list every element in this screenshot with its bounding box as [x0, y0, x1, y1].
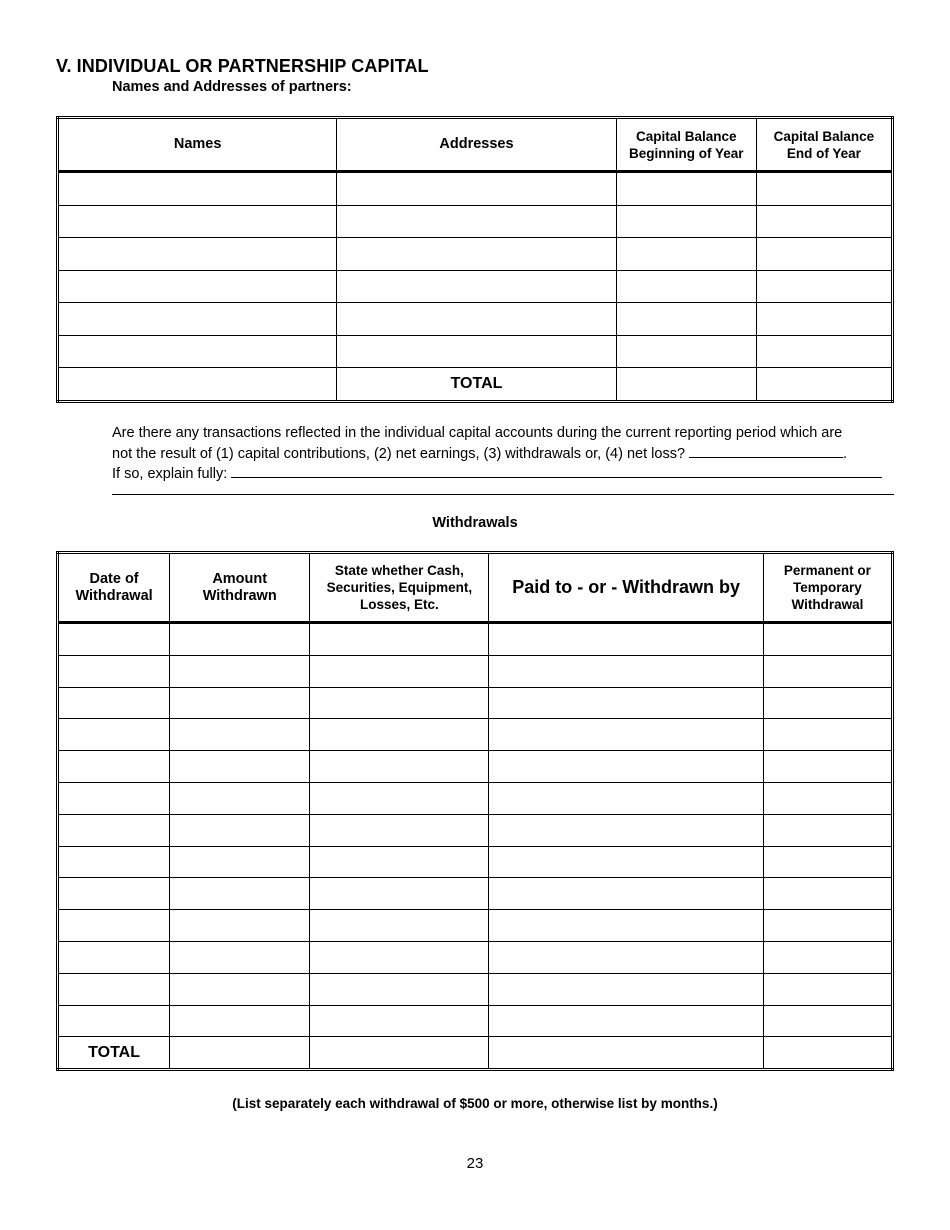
header-state [310, 553, 489, 623]
date-cell[interactable] [58, 1005, 170, 1037]
withdrawal-row [58, 846, 893, 878]
withdrawals-header-row [58, 553, 893, 623]
partner-name-cell[interactable] [58, 335, 337, 368]
partner-name-cell[interactable] [58, 172, 337, 206]
header-state-line3: Losses, Etc. [359, 597, 439, 612]
withdrawal-row [58, 814, 893, 846]
state-cell[interactable] [310, 782, 489, 814]
paid-to-cell[interactable] [489, 846, 763, 878]
capital-begin-cell[interactable] [616, 205, 756, 238]
permanent-cell[interactable] [763, 751, 892, 783]
partner-address-cell[interactable] [337, 335, 616, 368]
date-cell[interactable] [58, 846, 170, 878]
amount-cell[interactable] [170, 814, 310, 846]
permanent-cell[interactable] [763, 941, 892, 973]
state-cell[interactable] [310, 910, 489, 942]
state-cell[interactable] [310, 846, 489, 878]
date-cell[interactable] [58, 655, 170, 687]
capital-end-cell[interactable] [756, 238, 892, 271]
permanent-cell[interactable] [763, 1005, 892, 1037]
header-date-line1: Date of [89, 570, 139, 587]
state-cell[interactable] [310, 623, 489, 656]
date-cell[interactable] [58, 941, 170, 973]
capital-end-cell[interactable] [756, 205, 892, 238]
paid-to-cell[interactable] [489, 719, 763, 751]
partner-address-cell[interactable] [337, 303, 616, 336]
withdrawal-row [58, 687, 893, 719]
header-capital-end [756, 118, 892, 172]
total-state-cell[interactable] [310, 1037, 489, 1070]
paid-to-cell[interactable] [489, 910, 763, 942]
partners-total-label: TOTAL [337, 368, 616, 402]
date-cell[interactable] [58, 623, 170, 656]
date-cell[interactable] [58, 878, 170, 910]
permanent-cell[interactable] [763, 655, 892, 687]
capital-begin-cell[interactable] [616, 303, 756, 336]
capital-begin-cell[interactable] [616, 172, 756, 206]
header-permanent-line1: Permanent or [783, 563, 871, 578]
withdrawals-heading: Withdrawals [432, 515, 518, 531]
partner-row [58, 303, 893, 336]
question-line2: not the result of (1) capital contributions, (2) net earnings, (3) withdrawals or, (4) net loss? [112, 445, 686, 462]
paid-to-cell[interactable] [489, 814, 763, 846]
partners-table [56, 116, 894, 403]
header-date [58, 553, 170, 623]
partner-name-cell[interactable] [58, 238, 337, 271]
amount-cell[interactable] [170, 910, 310, 942]
capital-end-cell[interactable] [756, 172, 892, 206]
total-paid-to-cell[interactable] [489, 1037, 763, 1070]
header-paid-to: Paid to - or - Withdrawn by [489, 553, 763, 623]
permanent-cell[interactable] [763, 814, 892, 846]
withdrawal-row [58, 878, 893, 910]
header-permanent-line2: Temporary [793, 580, 862, 595]
amount-cell[interactable] [170, 941, 310, 973]
permanent-cell[interactable] [763, 719, 892, 751]
permanent-cell[interactable] [763, 910, 892, 942]
withdrawal-row [58, 623, 893, 656]
header-amount-line2: Withdrawn [202, 587, 277, 604]
permanent-cell[interactable] [763, 687, 892, 719]
footnote: (List separately each withdrawal of $500 or more, otherwise list by months.) [232, 1096, 718, 1111]
capital-begin-cell[interactable] [616, 270, 756, 303]
state-cell[interactable] [310, 878, 489, 910]
partner-address-cell[interactable] [337, 270, 616, 303]
paid-to-cell[interactable] [489, 655, 763, 687]
paid-to-cell[interactable] [489, 782, 763, 814]
section-subtitle: Names and Addresses of partners: [112, 79, 352, 95]
paid-to-cell[interactable] [489, 1005, 763, 1037]
partner-row [58, 335, 893, 368]
page-number: 23 [466, 1155, 484, 1172]
amount-cell[interactable] [170, 655, 310, 687]
total-capital-begin-cell[interactable] [616, 368, 756, 402]
capital-end-cell[interactable] [756, 270, 892, 303]
state-cell[interactable] [310, 941, 489, 973]
partners-total-row [58, 368, 893, 402]
header-addresses: Addresses [337, 118, 616, 172]
withdrawal-row [58, 973, 893, 1005]
date-cell[interactable] [58, 687, 170, 719]
capital-end-cell[interactable] [756, 335, 892, 368]
header-date-line2: Withdrawal [75, 587, 153, 604]
withdrawal-row [58, 751, 893, 783]
state-cell[interactable] [310, 751, 489, 783]
permanent-cell[interactable] [763, 878, 892, 910]
permanent-cell[interactable] [763, 623, 892, 656]
header-capital-begin-line2: Beginning of Year [628, 145, 744, 161]
partners-body [58, 172, 893, 402]
withdrawal-row [58, 910, 893, 942]
partner-address-cell[interactable] [337, 205, 616, 238]
paid-to-cell[interactable] [489, 623, 763, 656]
explain-extra-line[interactable] [112, 494, 894, 495]
total-blank-cell [58, 368, 337, 402]
state-cell[interactable] [310, 1005, 489, 1037]
paid-to-cell[interactable] [489, 687, 763, 719]
amount-cell[interactable] [170, 878, 310, 910]
withdrawals-total-label: TOTAL [58, 1037, 170, 1070]
date-cell[interactable] [58, 910, 170, 942]
state-cell[interactable] [310, 814, 489, 846]
header-amount [170, 553, 310, 623]
question-line3: If so, explain fully: [112, 466, 228, 482]
partner-name-cell[interactable] [58, 270, 337, 303]
header-permanent-line3: Withdrawal [791, 597, 864, 612]
withdrawal-row [58, 782, 893, 814]
paid-to-cell[interactable] [489, 941, 763, 973]
withdrawals-table [56, 551, 894, 1071]
withdrawal-row [58, 941, 893, 973]
date-cell[interactable] [58, 782, 170, 814]
partner-row [58, 270, 893, 303]
header-capital-begin [616, 118, 756, 172]
explain-blank[interactable] [231, 463, 882, 478]
permanent-cell[interactable] [763, 973, 892, 1005]
amount-cell[interactable] [170, 782, 310, 814]
capital-begin-cell[interactable] [616, 238, 756, 271]
amount-cell[interactable] [170, 687, 310, 719]
amount-cell[interactable] [170, 751, 310, 783]
state-cell[interactable] [310, 655, 489, 687]
question-line1: Are there any transactions reflected in the individual capital accounts during the current reporting period which are [112, 425, 843, 441]
section-title: V. INDIVIDUAL OR PARTNERSHIP CAPITAL [56, 56, 429, 76]
partner-row [58, 238, 893, 271]
partner-row [58, 172, 893, 206]
state-cell[interactable] [310, 973, 489, 1005]
header-capital-begin-line1: Capital Balance [635, 128, 737, 144]
partner-name-cell[interactable] [58, 303, 337, 336]
state-cell[interactable] [310, 719, 489, 751]
partner-address-cell[interactable] [337, 238, 616, 271]
question-line2-end: . [843, 445, 848, 462]
header-state-line1: State whether Cash, [334, 563, 464, 578]
amount-cell[interactable] [170, 719, 310, 751]
permanent-cell[interactable] [763, 846, 892, 878]
amount-cell[interactable] [170, 623, 310, 656]
date-cell[interactable] [58, 814, 170, 846]
answer-blank[interactable] [689, 443, 843, 458]
date-cell[interactable] [58, 973, 170, 1005]
paid-to-cell[interactable] [489, 878, 763, 910]
withdrawal-row [58, 655, 893, 687]
withdrawal-row [58, 1005, 893, 1037]
total-permanent-cell[interactable] [763, 1037, 892, 1070]
question-line2-wrap [112, 443, 896, 464]
capital-begin-cell[interactable] [616, 335, 756, 368]
transactions-question [112, 424, 896, 484]
total-amount-cell[interactable] [170, 1037, 310, 1070]
question-line3-wrap [112, 463, 896, 484]
amount-cell[interactable] [170, 973, 310, 1005]
amount-cell[interactable] [170, 846, 310, 878]
partners-header-row [58, 118, 893, 172]
date-cell[interactable] [58, 751, 170, 783]
header-state-line2: Securities, Equipment, [326, 580, 473, 595]
permanent-cell[interactable] [763, 782, 892, 814]
total-capital-end-cell[interactable] [756, 368, 892, 402]
partner-address-cell[interactable] [337, 172, 616, 206]
header-capital-end-line1: Capital Balance [773, 128, 875, 144]
partner-name-cell[interactable] [58, 205, 337, 238]
partner-row [58, 205, 893, 238]
date-cell[interactable] [58, 719, 170, 751]
withdrawal-row [58, 719, 893, 751]
header-amount-line1: Amount [212, 570, 268, 587]
state-cell[interactable] [310, 687, 489, 719]
paid-to-cell[interactable] [489, 751, 763, 783]
amount-cell[interactable] [170, 1005, 310, 1037]
header-permanent [763, 553, 892, 623]
header-capital-end-line2: End of Year [786, 145, 861, 161]
withdrawals-body [58, 623, 893, 1070]
header-names: Names [58, 118, 337, 172]
paid-to-cell[interactable] [489, 973, 763, 1005]
withdrawals-total-row [58, 1037, 893, 1070]
capital-end-cell[interactable] [756, 303, 892, 336]
